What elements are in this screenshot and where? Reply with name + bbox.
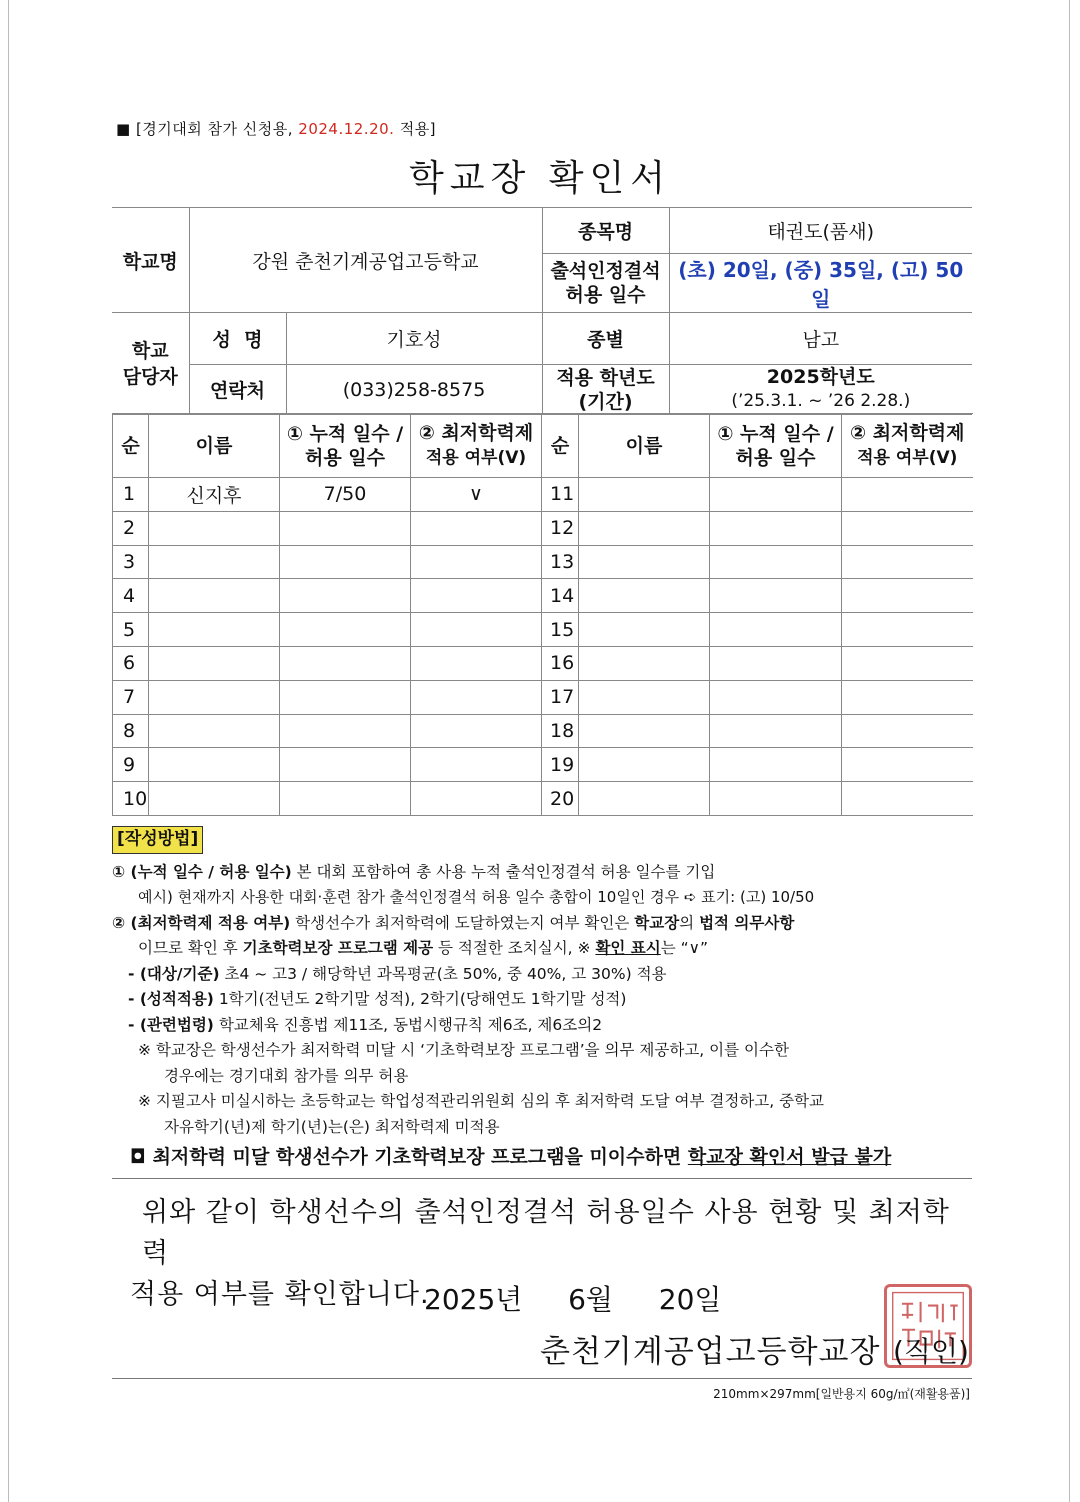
cell-min2 [842,613,973,647]
cell-seq: 8 [113,714,149,748]
cell-seq2: 11 [542,478,579,512]
header-name-2: 이름 [579,414,710,478]
cell-min2 [842,680,973,714]
cell-min2 [842,545,973,579]
cell-name: 신지후 [149,478,280,512]
header-days-1b: ① 누적 일수 / [717,422,834,445]
instruction-example: 예시) 현재까지 사용한 대회·훈련 참가 출석인정결석 허용 일수 총합이 10일인 경우 ➪ 표기: (고) 10/50 [138,888,815,906]
cell-min [411,680,542,714]
cell-name2 [579,511,710,545]
cell-min2 [842,579,973,613]
sport-value: 태권도(품새) [669,208,972,254]
cell-seq2: 18 [542,714,579,748]
header-seq: 순 [113,414,149,478]
cell-seq2: 14 [542,579,579,613]
cell-days2 [710,680,842,714]
cell-name [149,511,280,545]
header-note: ■ [경기대회 참가 신청용, 2024.12.20. 적용] [116,120,437,138]
student-table [112,413,973,816]
cell-min2 [842,714,973,748]
year-label-2: (기간) [578,390,633,413]
cell-seq2: 12 [542,511,579,545]
cell-min [411,782,542,816]
table-row [113,748,973,782]
header-name: 이름 [149,414,280,478]
cell-days2 [710,782,842,816]
note-1-line-2: 경우에는 경기대회 참가를 의무 허용 [164,1066,409,1085]
header-min-2: 적용 여부(V) [425,448,527,468]
cell-min2 [842,748,973,782]
cell-seq: 5 [113,613,149,647]
table-row [113,680,973,714]
cell-min [411,714,542,748]
allowed-days-value: (초) 20일, (중) 35일, (고) 50일 [669,254,972,313]
cell-min [411,579,542,613]
cell-name [149,748,280,782]
cell-days2 [710,579,842,613]
note-2-line-1: ※ 지필고사 미실시하는 초등학교는 학업성적관리위원회 심의 후 최저학력 도달 여부 결정하고, 중학교 [138,1092,825,1110]
cell-name [149,545,280,579]
cell-name [149,579,280,613]
cell-days2 [710,478,842,512]
cell-seq: 4 [113,579,149,613]
header-seq-2: 순 [542,414,579,478]
cell-seq2: 17 [542,680,579,714]
cell-min2 [842,511,973,545]
cell-name2 [579,646,710,680]
cell-min [411,613,542,647]
cell-name2 [579,680,710,714]
principal-name: 춘천기계공업고등학교장 [540,1334,881,1370]
cell-name [149,714,280,748]
note-1-line-1: ※ 학교장은 학생선수가 최저학력 미달 시 ‘기초학력보장 프로그램’을 의무 제공하고, 이를 이수한 [138,1041,789,1059]
manager-label-1: 학교 [131,339,169,362]
cell-name2 [579,613,710,647]
cell-seq2: 16 [542,646,579,680]
cell-min [411,646,542,680]
seal-label: (직인) [893,1335,969,1368]
table-row [113,714,973,748]
cell-seq2: 15 [542,613,579,647]
contact-label: 연락처 [189,365,286,415]
table-row [113,579,973,613]
header-min-2b: 적용 여부(V) [857,448,958,468]
school-label: 학교명 [112,208,189,313]
header-days-2b: 허용 일수 [735,446,816,469]
cell-min [411,511,542,545]
cell-name2 [579,782,710,816]
cell-name [149,613,280,647]
instructions-tag: [작성방법] [112,826,203,854]
cell-min2 [842,782,973,816]
cell-min [411,748,542,782]
gender-label: 종별 [542,313,669,365]
header-min-1b: ② 최저학력제 [850,422,965,444]
cell-name2 [579,579,710,613]
cell-days [280,680,411,714]
school-value: 강원 춘천기계공업고등학교 [189,208,542,313]
page-title: 학교장 확인서 [408,158,672,199]
sport-label: 종목명 [542,208,669,254]
table-row [113,782,973,816]
cell-days [280,748,411,782]
cell-days [280,545,411,579]
header-days-2: 허용 일수 [304,446,386,469]
table-row [113,545,973,579]
cell-min2 [842,646,973,680]
cell-seq2: 13 [542,545,579,579]
cell-days: 7/50 [280,478,411,512]
cell-name [149,782,280,816]
table-row [113,646,973,680]
cell-name2 [579,545,710,579]
header-note-date: 2024.12.20. [298,120,395,138]
confirmation-text: 위와 같이 학생선수의 출석인정결석 허용일수 사용 현황 및 최저학력 적용 여부를 확인합니다. [130,1197,950,1310]
table-row [113,478,973,512]
gender-value: 남고 [669,313,972,365]
divider-top [112,1178,972,1179]
cell-days2 [710,646,842,680]
cell-days [280,613,411,647]
cell-days [280,646,411,680]
divider-bottom [112,1378,972,1379]
cell-seq: 10 [113,782,149,816]
cell-seq2: 20 [542,782,579,816]
year-period: (’25.3.1. ~ ’26 2.28.) [731,391,911,411]
cell-days2 [710,511,842,545]
year-label-1: 적용 학년도 [556,366,655,389]
cell-name2 [579,714,710,748]
info-table [112,207,972,415]
warning-line: ◘ 최저학력 미달 학생선수가 기초학력보장 프로그램을 미이수하면 학교장 확인서 발급 불가 [130,1146,892,1168]
year-value: 2025학년도 [766,366,875,388]
days-label-1: 출석인정결석 [550,260,661,282]
cell-seq: 6 [113,646,149,680]
cell-seq: 3 [113,545,149,579]
note-2-line-2: 자유학기(년)제 학기(년)는(은) 최저학력제 미적용 [164,1117,500,1136]
contact-value: (033)258-8575 [286,365,542,415]
issue-date: 2025년 6월 20일 [424,1283,722,1316]
cell-seq: 9 [113,748,149,782]
header-days-1: ① 누적 일수 / [286,422,404,445]
cell-days [280,714,411,748]
manager-label-2: 담당자 [122,365,178,388]
paper-spec-footer: 210mm×297mm[일반용지 60g/㎡(재활용품)] [713,1387,970,1401]
instructions: [작성방법] ① (누적 일수 / 허용 일수) 본 대회 포함하여 총 사용 누적 출석인정결석 허용 일수를 기입 예시) 현재까지 사용한 대회·훈련 참가 출석인정결석 허용 일수 총합이 10일인 경우 ➪ 표기: (고) 10/50 ② (최저학력제 적용 여부) 학생선수가 최저학력에 도달하였는지 여부 확인은 학교장의 법적 의무사항 이므로 확인 후 기초학력보장 프로그램 제공 등 적절한 조치실시, ※ 확인 표시는 “∨” - (대상/기준) 초4 ~ 고3 / 해당학년 과목평균(초 50%, 중 40%, 고 30%) 적용 - (성적적용) 1학기(전년도 2학기말 성적), 2학기(당해연도 1학기말 성적) - (관련법령) 학교체육 진흥법 제11조, 동법시행규칙 제6조, 제6조의2 ※ 학교장은 학생선수가 최저학력 미달 시 ‘기초학력보장 프로그램’을 의무 제공하고, 이를 이수한 경우에는 경기대회 참가를 의무 허용 ※ 지필고사 미실시하는 초등학교는 학업성적관리위원회 심의 후 최저학력 도달 여부 결정하고, 중학교 자유학기(년)제 학기(년)는(은) 최저학력제 미적용 [112,826,972,1140]
cell-days2 [710,545,842,579]
cell-days2 [710,613,842,647]
name-value: 기호성 [286,313,542,365]
cell-min2 [842,478,973,512]
cell-seq: 1 [113,478,149,512]
cell-seq: 2 [113,511,149,545]
cell-seq: 7 [113,680,149,714]
cell-name2 [579,478,710,512]
cell-min: ∨ [411,478,542,512]
cell-name [149,646,280,680]
cell-days [280,511,411,545]
cell-days [280,579,411,613]
cell-days2 [710,748,842,782]
table-row [113,511,973,545]
header-min-1: ② 최저학력제 [418,422,534,444]
name-label: 성 명 [189,313,286,365]
cell-seq2: 19 [542,748,579,782]
table-row [113,613,973,647]
cell-min [411,545,542,579]
cell-name2 [579,748,710,782]
days-label-2: 허용 일수 [565,284,646,306]
cell-name [149,680,280,714]
cell-days [280,782,411,816]
cell-days2 [710,714,842,748]
